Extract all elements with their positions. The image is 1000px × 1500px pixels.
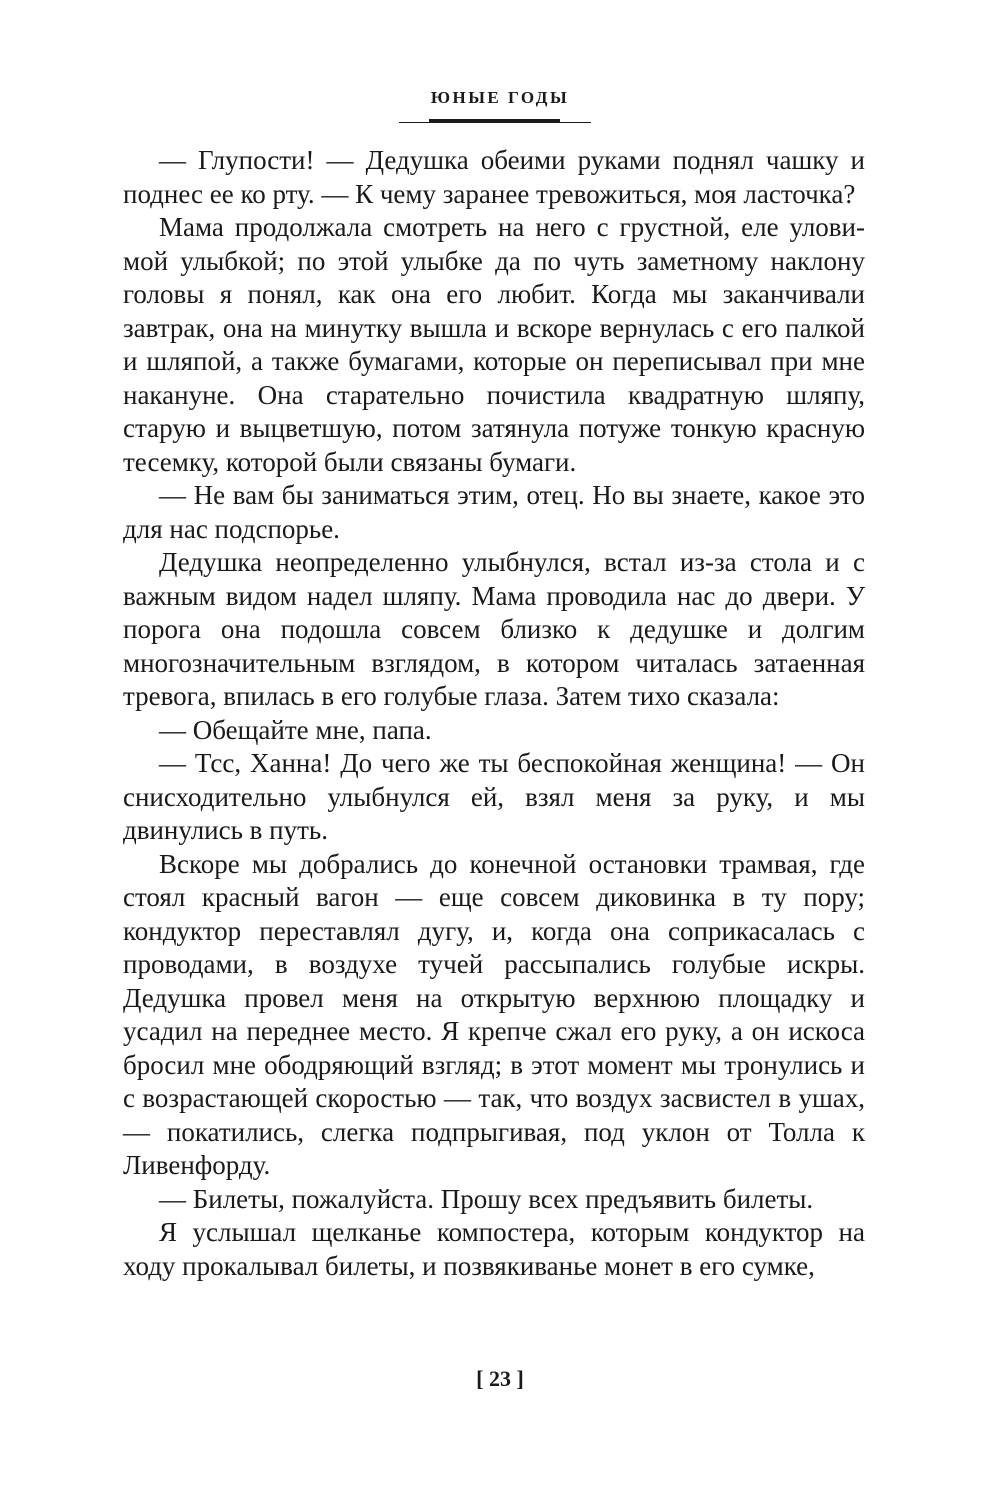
header-rule-accent	[429, 119, 560, 123]
paragraph: — Глупости! — Дедушка обеими руками поднял чашку и поднес ее ко рту. — К чему заранее тревожиться, моя ласточка?	[123, 145, 865, 209]
paragraph: Дедушка неопределенно улыбнулся, встал из-за стола и с важным видом надел шляпу. Мама проводила нас до двери. У порога она подошла совсем близко к дедушке и долгим многозначительным взглядом, в котором читалась затаенная тревога, впилась в его голубые глаза. Затем тихо сказала:	[123, 547, 865, 711]
running-head: ЮНЫЕ ГОДЫ	[430, 88, 570, 107]
paragraph: — Обещайте мне, папа.	[159, 714, 432, 745]
paragraph: Я услышал щелканье компостера, которым кондуктор на ходу прокалывал билеты, и позвякиванье монет в его сумке,	[123, 1217, 865, 1281]
paragraph: Мама продолжала смотреть на него с грустной, еле уловимой улыбкой; по этой улыбке да по чуть заметному наклону головы я понял, как она его любит. Когда мы заканчивали завтрак, она на минутку вышла и вскоре вернулась с его палкой и шляпой, а также бумагами, которые он переписывал при мне накануне. Она старательно почистила квадратную шляпу, старую и выцветшую, потом затянула потуже тонкую красную тесемку, которой были связаны бумаги.	[123, 212, 865, 477]
paragraph: — Не вам бы заниматься этим, отец. Но вы знаете, какое это для нас подспорье.	[123, 480, 865, 544]
paragraph: Вскоре мы добрались до конечной остановки трамвая, где стоял красный вагон — еще совсем диковинка в ту пору; кондуктор переставлял дугу, и, когда она соприкасалась с проводами, в воздухе тучей рассыпались голубые искры. Дедушка провел меня на открытую верхнюю площадку и усадил на переднее место. Я крепче сжал его руку, а он искоса бросил мне ободряющий взгляд; в этот момент мы тронулись и с возрастающей скоростью — так, что воздух засвистел в ушах, — покатились, слегка подпрыгивая, под уклон от Толла к Ливенфорду.	[123, 848, 865, 1180]
paragraph: — Тсс, Ханна! До чего же ты беспокойная женщина! — Он снисходительно улыбнулся ей, взял меня за руку, и мы двинулись в путь.	[123, 748, 865, 845]
body-text	[123, 144, 865, 1283]
page-number: [ 23 ]	[476, 1366, 524, 1391]
paragraph: — Билеты, пожалуйста. Прошу всех предъявить билеты.	[159, 1183, 814, 1214]
